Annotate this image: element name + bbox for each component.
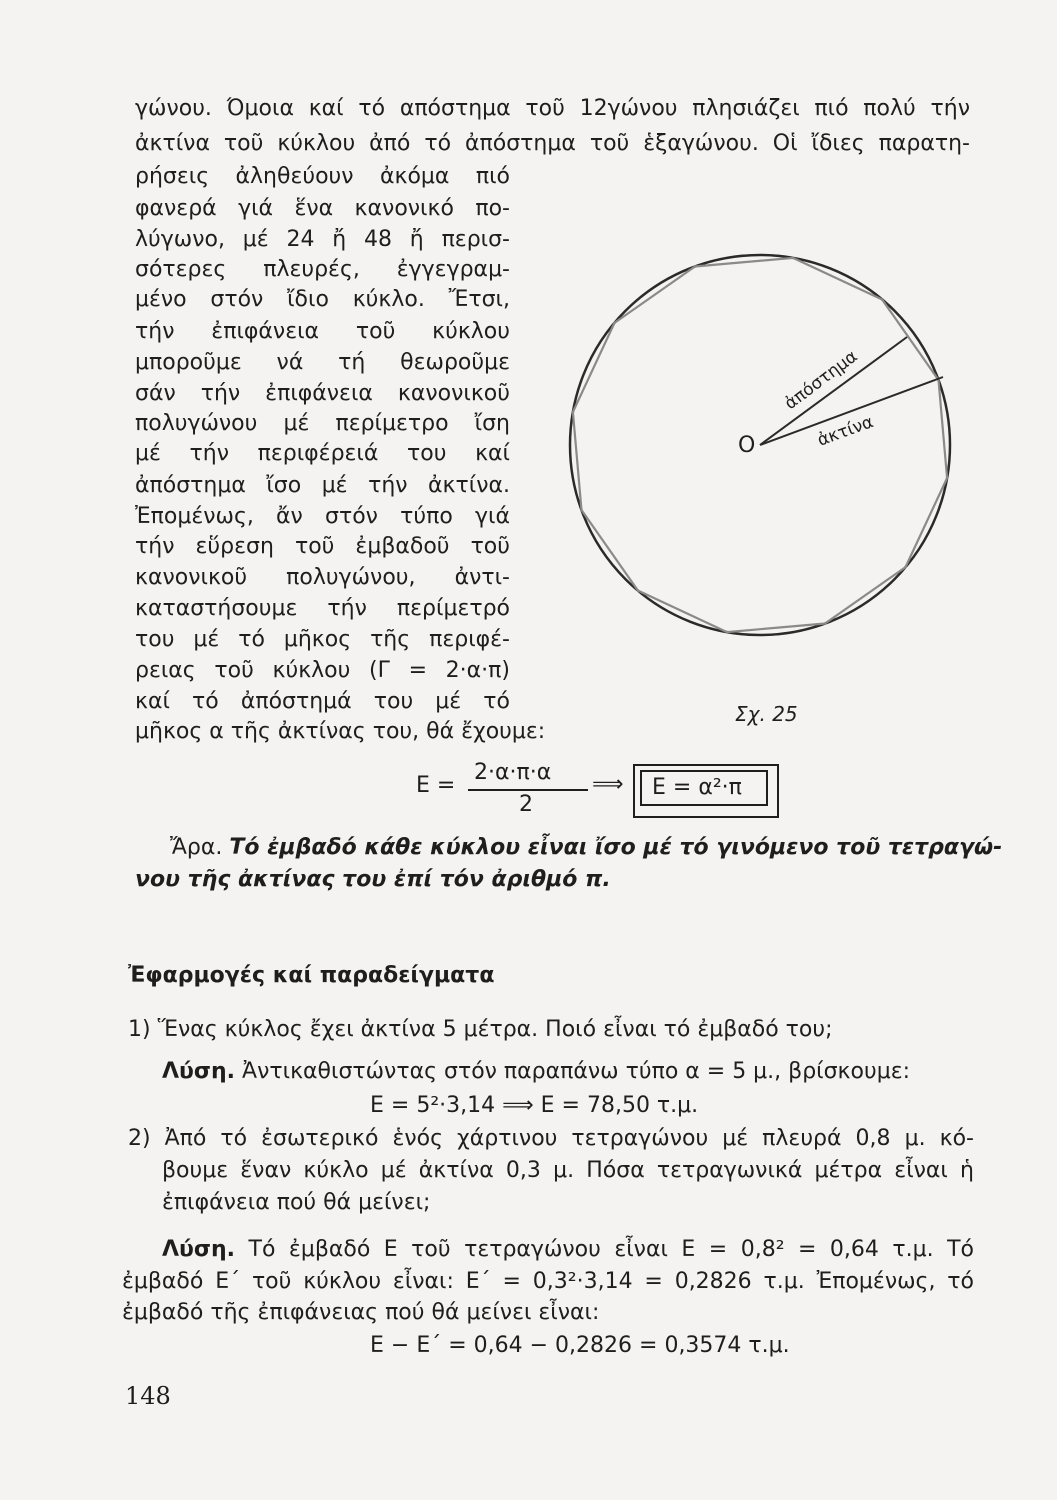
solution-text: Τό ἐμβαδό Ε τοῦ τετραγώνου εἶναι Ε = 0,8² = 0,64 τ.μ. Τό (248, 1237, 975, 1262)
example-1-question: 1) Ἕνας κύκλος ἔχει ἀκτίνα 5 μέτρα. Ποιό εἶναι τό ἐμβαδό του; (128, 1017, 833, 1042)
radius-label: ἀκτίνα (814, 412, 877, 451)
column-line: ρειας τοῦ κύκλου (Γ = 2·α·π) (135, 658, 510, 683)
column-line: τήν εὕρεση τοῦ ἐμβαδοῦ τοῦ (135, 534, 510, 559)
example-2-result: Ε − Ε΄ = 0,64 − 0,2826 = 0,3574 τ.μ. (370, 1333, 790, 1358)
example-1-solution (162, 1058, 910, 1086)
center-label: O (738, 433, 756, 458)
column-line: λύγωνο, μέ 24 ἤ 48 ἤ περισ- (135, 227, 510, 252)
paragraph-line: γώνου. Όμοια καί τό απόστημα τοῦ 12γώνου πλησιάζει πιό πολύ τήν (135, 96, 970, 121)
conclusion-prefix: Ἄρα. (170, 835, 223, 860)
column-line: καταστήσουμε τήν περίμετρό (135, 596, 510, 621)
paragraph-line: ἀκτίνα τοῦ κύκλου ἀπό τό ἀπόστημα τοῦ ἑξαγώνου. Οἱ ἴδιες παρατη- (135, 131, 970, 156)
column-line: μένο στόν ἴδιο κύκλο. Ἔτσι, (135, 287, 510, 312)
formula-denominator: 2 (519, 792, 533, 817)
column-line: καί τό ἀπόστημά του μέ τό (135, 689, 510, 714)
column-line: σάν τήν ἐπιφάνεια κανονικοῦ (135, 381, 510, 406)
example-2-question-line: βουμε ἕναν κύκλο μέ ἀκτίνα 0,3 μ. Πόσα τετραγωνικά μέτρα εἶναι ἡ (162, 1158, 974, 1183)
example-2-question-line: ἐπιφάνεια πού θά μείνει; (162, 1190, 431, 1215)
conclusion-text: Τό ἐμβαδό κάθε κύκλου εἶναι ἴσο μέ τό γινόμενο τοῦ τετραγώ- (229, 835, 1003, 860)
column-line: μποροῦμε νά τή θεωροῦμε (135, 350, 510, 375)
example-2-question-line: 2) Ἀπό τό ἐσωτερικό ἑνός χάρτινου τετραγώνου μέ πλευρά 0,8 μ. κό- (128, 1126, 974, 1151)
column-line: Ἐπομένως, ἄν στόν τύπο γιά (135, 504, 510, 529)
column-line: ἀπόστημα ἴσο μέ τήν ἀκτίνα. (135, 473, 510, 498)
example-1-result: E = 5²·3,14 ⟹ E = 78,50 τ.μ. (370, 1093, 699, 1118)
conclusion-line-2: νου τῆς ἀκτίνας του ἐπί τόν ἀριθμό π. (135, 867, 611, 892)
column-line: φανερά γιά ἕνα κανονικό πο- (135, 196, 510, 221)
section-heading: Ἐφαρμογές καί παραδείγματα (128, 963, 495, 988)
example-2-solution-line: ἐμβαδό τῆς ἐπιφάνειας πού θά μείνει εἶναι: (122, 1300, 600, 1325)
column-line: τήν ἐπιφάνεια τοῦ κύκλου (135, 319, 510, 344)
page-number: 148 (125, 1382, 171, 1410)
implies-arrow: ⟹ (592, 772, 624, 797)
formula-numerator: 2·α·π·α (474, 760, 552, 785)
figure-caption: Σχ. 25 (735, 702, 798, 726)
column-line: του μέ τό μῆκος τῆς περιφέ- (135, 627, 510, 652)
apothem-label: ἀπόστημα (780, 346, 862, 414)
fraction-bar (468, 789, 588, 791)
example-2-solution-line (162, 1236, 974, 1264)
result-box: E = α²·π (640, 770, 768, 806)
column-line: ρήσεις ἀληθεύουν ἀκόμα πιό (135, 164, 510, 189)
conclusion-line-1 (170, 834, 1002, 862)
column-line: πολυγώνου μέ περίμετρο ἴση (135, 411, 510, 436)
formula-lhs: E = (416, 773, 456, 798)
solution-text: Ἀντικαθιστώντας στόν παραπάνω τύπο α = 5 μ., βρίσκουμε: (242, 1059, 911, 1084)
column-line: μῆκος α τῆς ἀκτίνας του, θά ἔχουμε: (135, 719, 546, 744)
column-line: σότερες πλευρές, ἐγγεγραμ- (135, 257, 510, 282)
example-2-solution-line: ἐμβαδό Ε΄ τοῦ κύκλου εἶναι: Ε΄ = 0,3²·3,14 = 0,2826 τ.μ. Ἐπομένως, τό (122, 1269, 974, 1294)
column-line: κανονικοῦ πολυγώνου, ἀντι- (135, 565, 510, 590)
circle-polygon-figure (560, 250, 970, 670)
solution-label: Λύση. (162, 1059, 236, 1084)
solution-label: Λύση. (162, 1237, 236, 1262)
column-line: μέ τήν περιφέρειά του καί (135, 441, 510, 466)
